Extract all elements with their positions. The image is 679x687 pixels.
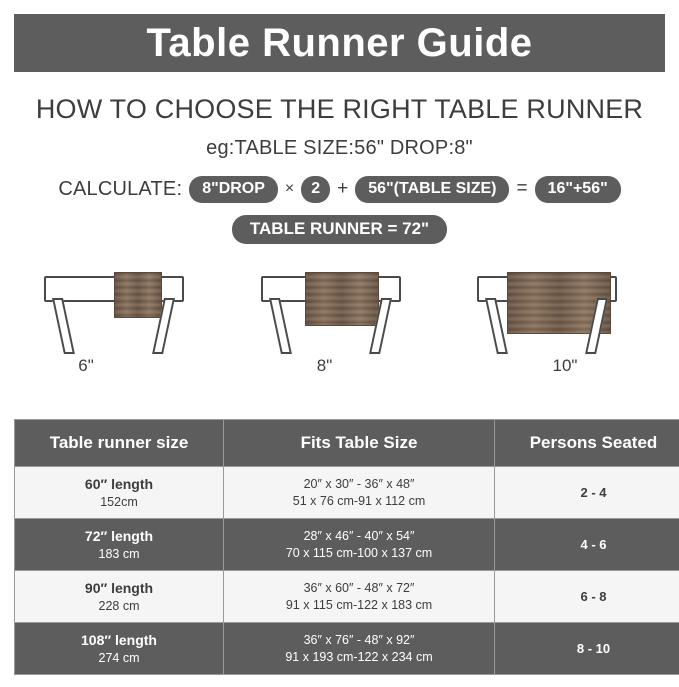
illustration-caption-10in: 10" (463, 356, 649, 376)
table-runner-result-pill: TABLE RUNNER = 72" (232, 215, 447, 245)
equals-operator: = (516, 178, 527, 200)
fits-size-imperial: 36″ x 76″ - 48″ x 92″ (228, 632, 490, 649)
cell-runner-size (15, 467, 224, 519)
size-guide-table (14, 419, 679, 675)
plus-operator: + (337, 178, 348, 200)
table-row (15, 623, 679, 675)
runner-size-primary: 90″ length (19, 579, 219, 598)
table-size-pill: 56"(TABLE SIZE) (355, 176, 509, 203)
cell-fits-table-size (224, 467, 495, 519)
table-header (15, 420, 679, 467)
table-diagram-6in (30, 270, 216, 352)
table-leg-left (269, 298, 292, 354)
runner-drape-6in (114, 272, 162, 318)
runner-size-metric: 274 cm (19, 650, 219, 667)
runner-size-metric: 152cm (19, 494, 219, 511)
table-leg-left (485, 298, 508, 354)
cell-fits-table-size (224, 519, 495, 571)
illustration-6in (30, 270, 216, 376)
cell-persons-seated: 8 - 10 (495, 623, 679, 675)
cell-persons-seated: 4 - 6 (495, 519, 679, 571)
example-line: eg:TABLE SIZE:56" DROP:8" (14, 137, 665, 160)
cell-runner-size (15, 623, 224, 675)
illustration-caption-8in: 8" (247, 356, 433, 376)
fits-size-metric: 70 x 115 cm-100 x 137 cm (228, 545, 490, 562)
runner-size-primary: 108″ length (19, 631, 219, 650)
drop-pill: 8"DROP (189, 176, 278, 203)
runner-size-metric: 183 cm (19, 546, 219, 563)
fits-size-metric: 51 x 76 cm-91 x 112 cm (228, 493, 490, 510)
illustration-row (14, 270, 665, 376)
runner-drape-8in (305, 272, 379, 326)
table-row (15, 519, 679, 571)
result-row (14, 215, 665, 245)
calculation-row (14, 176, 665, 203)
table-header-row (15, 420, 679, 467)
fits-size-imperial: 28″ x 46″ - 40″ x 54″ (228, 528, 490, 545)
fits-size-imperial: 20″ x 30″ - 36″ x 48″ (228, 476, 490, 493)
runner-size-metric: 228 cm (19, 598, 219, 615)
cell-runner-size (15, 519, 224, 571)
infographic-page (0, 14, 679, 687)
table-diagram-8in (247, 270, 433, 352)
column-header-fits-table-size: Fits Table Size (224, 420, 495, 467)
cell-fits-table-size (224, 623, 495, 675)
table-diagram-10in (463, 270, 649, 352)
runner-size-primary: 72″ length (19, 527, 219, 546)
fits-size-metric: 91 x 115 cm-122 x 183 cm (228, 597, 490, 614)
cell-persons-seated: 6 - 8 (495, 571, 679, 623)
multiply-operator: × (285, 180, 294, 198)
table-row (15, 467, 679, 519)
table-body (15, 467, 679, 675)
column-header-persons-seated: Persons Seated (495, 420, 679, 467)
multiplier-pill: 2 (301, 176, 330, 203)
fits-size-imperial: 36″ x 60″ - 48″ x 72″ (228, 580, 490, 597)
illustration-8in (247, 270, 433, 376)
cell-fits-table-size (224, 571, 495, 623)
sum-pill: 16"+56" (535, 176, 621, 203)
illustration-10in (463, 270, 649, 376)
cell-runner-size (15, 571, 224, 623)
column-header-runner-size: Table runner size (15, 420, 224, 467)
runner-size-primary: 60″ length (19, 475, 219, 494)
page-title: Table Runner Guide (146, 23, 532, 63)
cell-persons-seated: 2 - 4 (495, 467, 679, 519)
calculate-label: CALCULATE: (58, 178, 182, 201)
illustration-caption-6in: 6" (30, 356, 216, 376)
fits-size-metric: 91 x 193 cm-122 x 234 cm (228, 649, 490, 666)
subtitle: HOW TO CHOOSE THE RIGHT TABLE RUNNER (14, 94, 665, 125)
title-banner (14, 14, 665, 72)
table-row (15, 571, 679, 623)
table-leg-left (52, 298, 75, 354)
